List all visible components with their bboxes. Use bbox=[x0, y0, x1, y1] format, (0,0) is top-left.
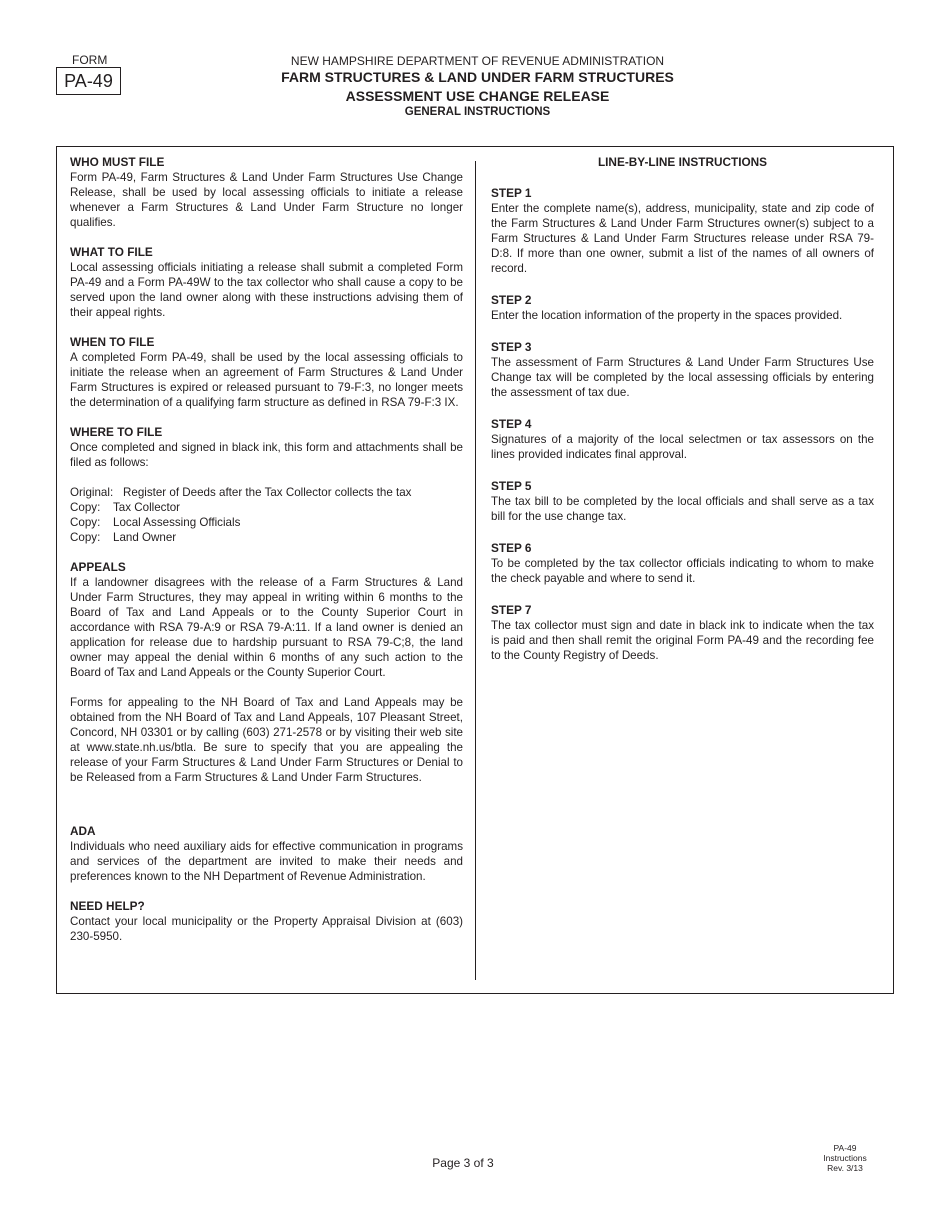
step-text: Enter the complete name(s), address, municipality, state and zip code of the Farm Structures & Land Under Farm Structures owner(s) subject to a Farm Structures & Land Under Farm Structures release under RSA 79-D:8. If more than one owner, submit a list of the names of all owners of record. bbox=[491, 202, 874, 275]
section-heading: WHAT TO FILE bbox=[70, 245, 153, 259]
line-by-line-column bbox=[491, 155, 874, 679]
filing-kind: Copy: bbox=[70, 501, 101, 514]
when-to-file-section bbox=[70, 335, 463, 410]
department-name: NEW HAMPSHIRE DEPARTMENT OF REVENUE ADMINISTRATION bbox=[290, 54, 665, 68]
section-text: Form PA-49, Farm Structures & Land Under Farm Structures Use Change Release, shall be used by local assessing officials to initiate a release whenever a Farm Structures & Land Under Farm Structure no longer qualifies. bbox=[70, 171, 463, 229]
section-heading: APPEALS bbox=[70, 560, 126, 574]
step-heading: STEP 1 bbox=[491, 186, 532, 200]
section-heading: WHERE TO FILE bbox=[70, 425, 163, 439]
filing-row bbox=[70, 500, 463, 515]
filing-kind: Copy: bbox=[70, 516, 101, 529]
filing-row bbox=[70, 485, 463, 500]
form-id-box: PA-49 bbox=[56, 67, 121, 95]
step-text: Enter the location information of the property in the spaces provided. bbox=[491, 309, 843, 322]
step-7 bbox=[491, 602, 874, 663]
section-heading: WHO MUST FILE bbox=[70, 155, 165, 169]
step-heading: STEP 6 bbox=[491, 541, 532, 555]
step-text: Signatures of a majority of the local selectmen or tax assessors on the lines provided indicates final approval. bbox=[491, 433, 874, 461]
section-heading: NEED HELP? bbox=[70, 899, 145, 913]
step-heading: STEP 4 bbox=[491, 417, 532, 431]
step-heading: STEP 3 bbox=[491, 340, 532, 354]
line-by-line-heading: LINE-BY-LINE INSTRUCTIONS bbox=[597, 155, 768, 169]
step-text: The tax bill to be completed by the local officials and shall serve as a tax bill for the use change tax. bbox=[491, 495, 874, 523]
section-text: Local assessing officials initiating a release shall submit a completed Form PA-49 and a Form PA-49W to the tax collector who shall cause a copy to be served upon the land owner along with these instructions advising them of their appeal rights. bbox=[70, 261, 463, 319]
need-help-section bbox=[70, 899, 463, 944]
filing-destination: Local Assessing Officials bbox=[113, 516, 241, 529]
column-divider bbox=[475, 161, 476, 980]
page-title-line1: FARM STRUCTURES & LAND UNDER FARM STRUCTURES bbox=[281, 69, 674, 85]
filing-destination: Tax Collector bbox=[113, 501, 181, 514]
filing-kind: Original: bbox=[70, 486, 114, 499]
step-heading: STEP 7 bbox=[491, 603, 532, 617]
step-5 bbox=[491, 478, 874, 524]
filing-row bbox=[70, 515, 463, 530]
step-text: To be completed by the tax collector officials indicating to whom to make the check payable and where to send it. bbox=[491, 557, 874, 585]
step-3 bbox=[491, 339, 874, 400]
step-2 bbox=[491, 292, 874, 323]
page-title-line2: ASSESSMENT USE CHANGE RELEASE bbox=[345, 88, 610, 104]
what-to-file-section bbox=[70, 245, 463, 320]
section-text: Forms for appealing to the NH Board of Tax and Land Appeals may be obtained from the NH Board of Tax and Land Appeals, 107 Pleasant Street, Concord, NH 03301 or by calling (603) 271-2578 or by visiting their web site at www.state.nh.us/btla. Be sure to specify that you are appealing the release of your Farm Structures & Land Under Farm Structures or Denial to be Released from a Farm Structures & Land Under Farm Structures. bbox=[70, 696, 463, 784]
step-1 bbox=[491, 185, 874, 276]
section-text: A completed Form PA-49, shall be used by the local assessing officials to initiate the release when an agreement of Farm Structures & Land Under Farm Structures is expired or released pursuant to 79-F:3, no longer meets the determination of a qualifying farm structure as defined in RSA 79-F:3 IX. bbox=[70, 351, 463, 409]
general-instructions-column bbox=[70, 155, 463, 959]
filing-destination: Register of Deeds after the Tax Collector collects the tax bbox=[123, 486, 412, 499]
step-text: The assessment of Farm Structures & Land Under Farm Structures Use Change tax will be completed by the local assessing officials by entering the assessment of tax due. bbox=[491, 356, 874, 399]
step-heading: STEP 2 bbox=[491, 293, 532, 307]
footer-revision: Rev. 3/13 bbox=[827, 1163, 863, 1173]
section-heading: WHEN TO FILE bbox=[70, 335, 155, 349]
footer-form-id bbox=[815, 1143, 875, 1173]
section-text: Once completed and signed in black ink, this form and attachments shall be filed as follows: bbox=[70, 441, 463, 469]
section-text: If a landowner disagrees with the release of a Farm Structures & Land Under Farm Structures, they may appeal in writing within 6 months to the Board of Tax and Land Appeals or to the County Superior Court in accordance with RSA 79-A:9 or RSA 79-A:11. If a land owner is denied an application for release due to hardship pursuant to RSA 79-C;8, the land owner may appeal the denial within 6 months of any such action to the Board of Tax and Land Appeals or the County Superior Court. bbox=[70, 576, 463, 679]
step-6 bbox=[491, 540, 874, 586]
step-heading: STEP 5 bbox=[491, 479, 532, 493]
page-subtitle: GENERAL INSTRUCTIONS bbox=[404, 106, 551, 118]
section-text: Individuals who need auxiliary aids for effective communication in programs and services of the department are invited to make their needs and preferences known to the NH Department of Revenue Administration. bbox=[70, 840, 463, 883]
section-heading: ADA bbox=[70, 824, 96, 838]
appeals-section bbox=[70, 560, 463, 809]
ada-section bbox=[70, 824, 463, 884]
where-to-file-section bbox=[70, 425, 463, 545]
form-label: FORM bbox=[72, 53, 108, 67]
footer-doc-type: Instructions bbox=[823, 1153, 867, 1163]
page-number: Page 3 of 3 bbox=[432, 1156, 494, 1170]
step-text: The tax collector must sign and date in black ink to indicate when the tax is paid and then shall remit the original Form PA-49 and the recording fee to the County Registry of Deeds. bbox=[491, 619, 874, 662]
filing-kind: Copy: bbox=[70, 531, 101, 544]
step-4 bbox=[491, 416, 874, 462]
section-text: Contact your local municipality or the Property Appraisal Division at (603) 230-5950. bbox=[70, 915, 463, 943]
filing-destination: Land Owner bbox=[113, 531, 177, 544]
footer-form-number: PA-49 bbox=[833, 1143, 857, 1153]
who-must-file-section bbox=[70, 155, 463, 230]
filing-row bbox=[70, 530, 463, 545]
